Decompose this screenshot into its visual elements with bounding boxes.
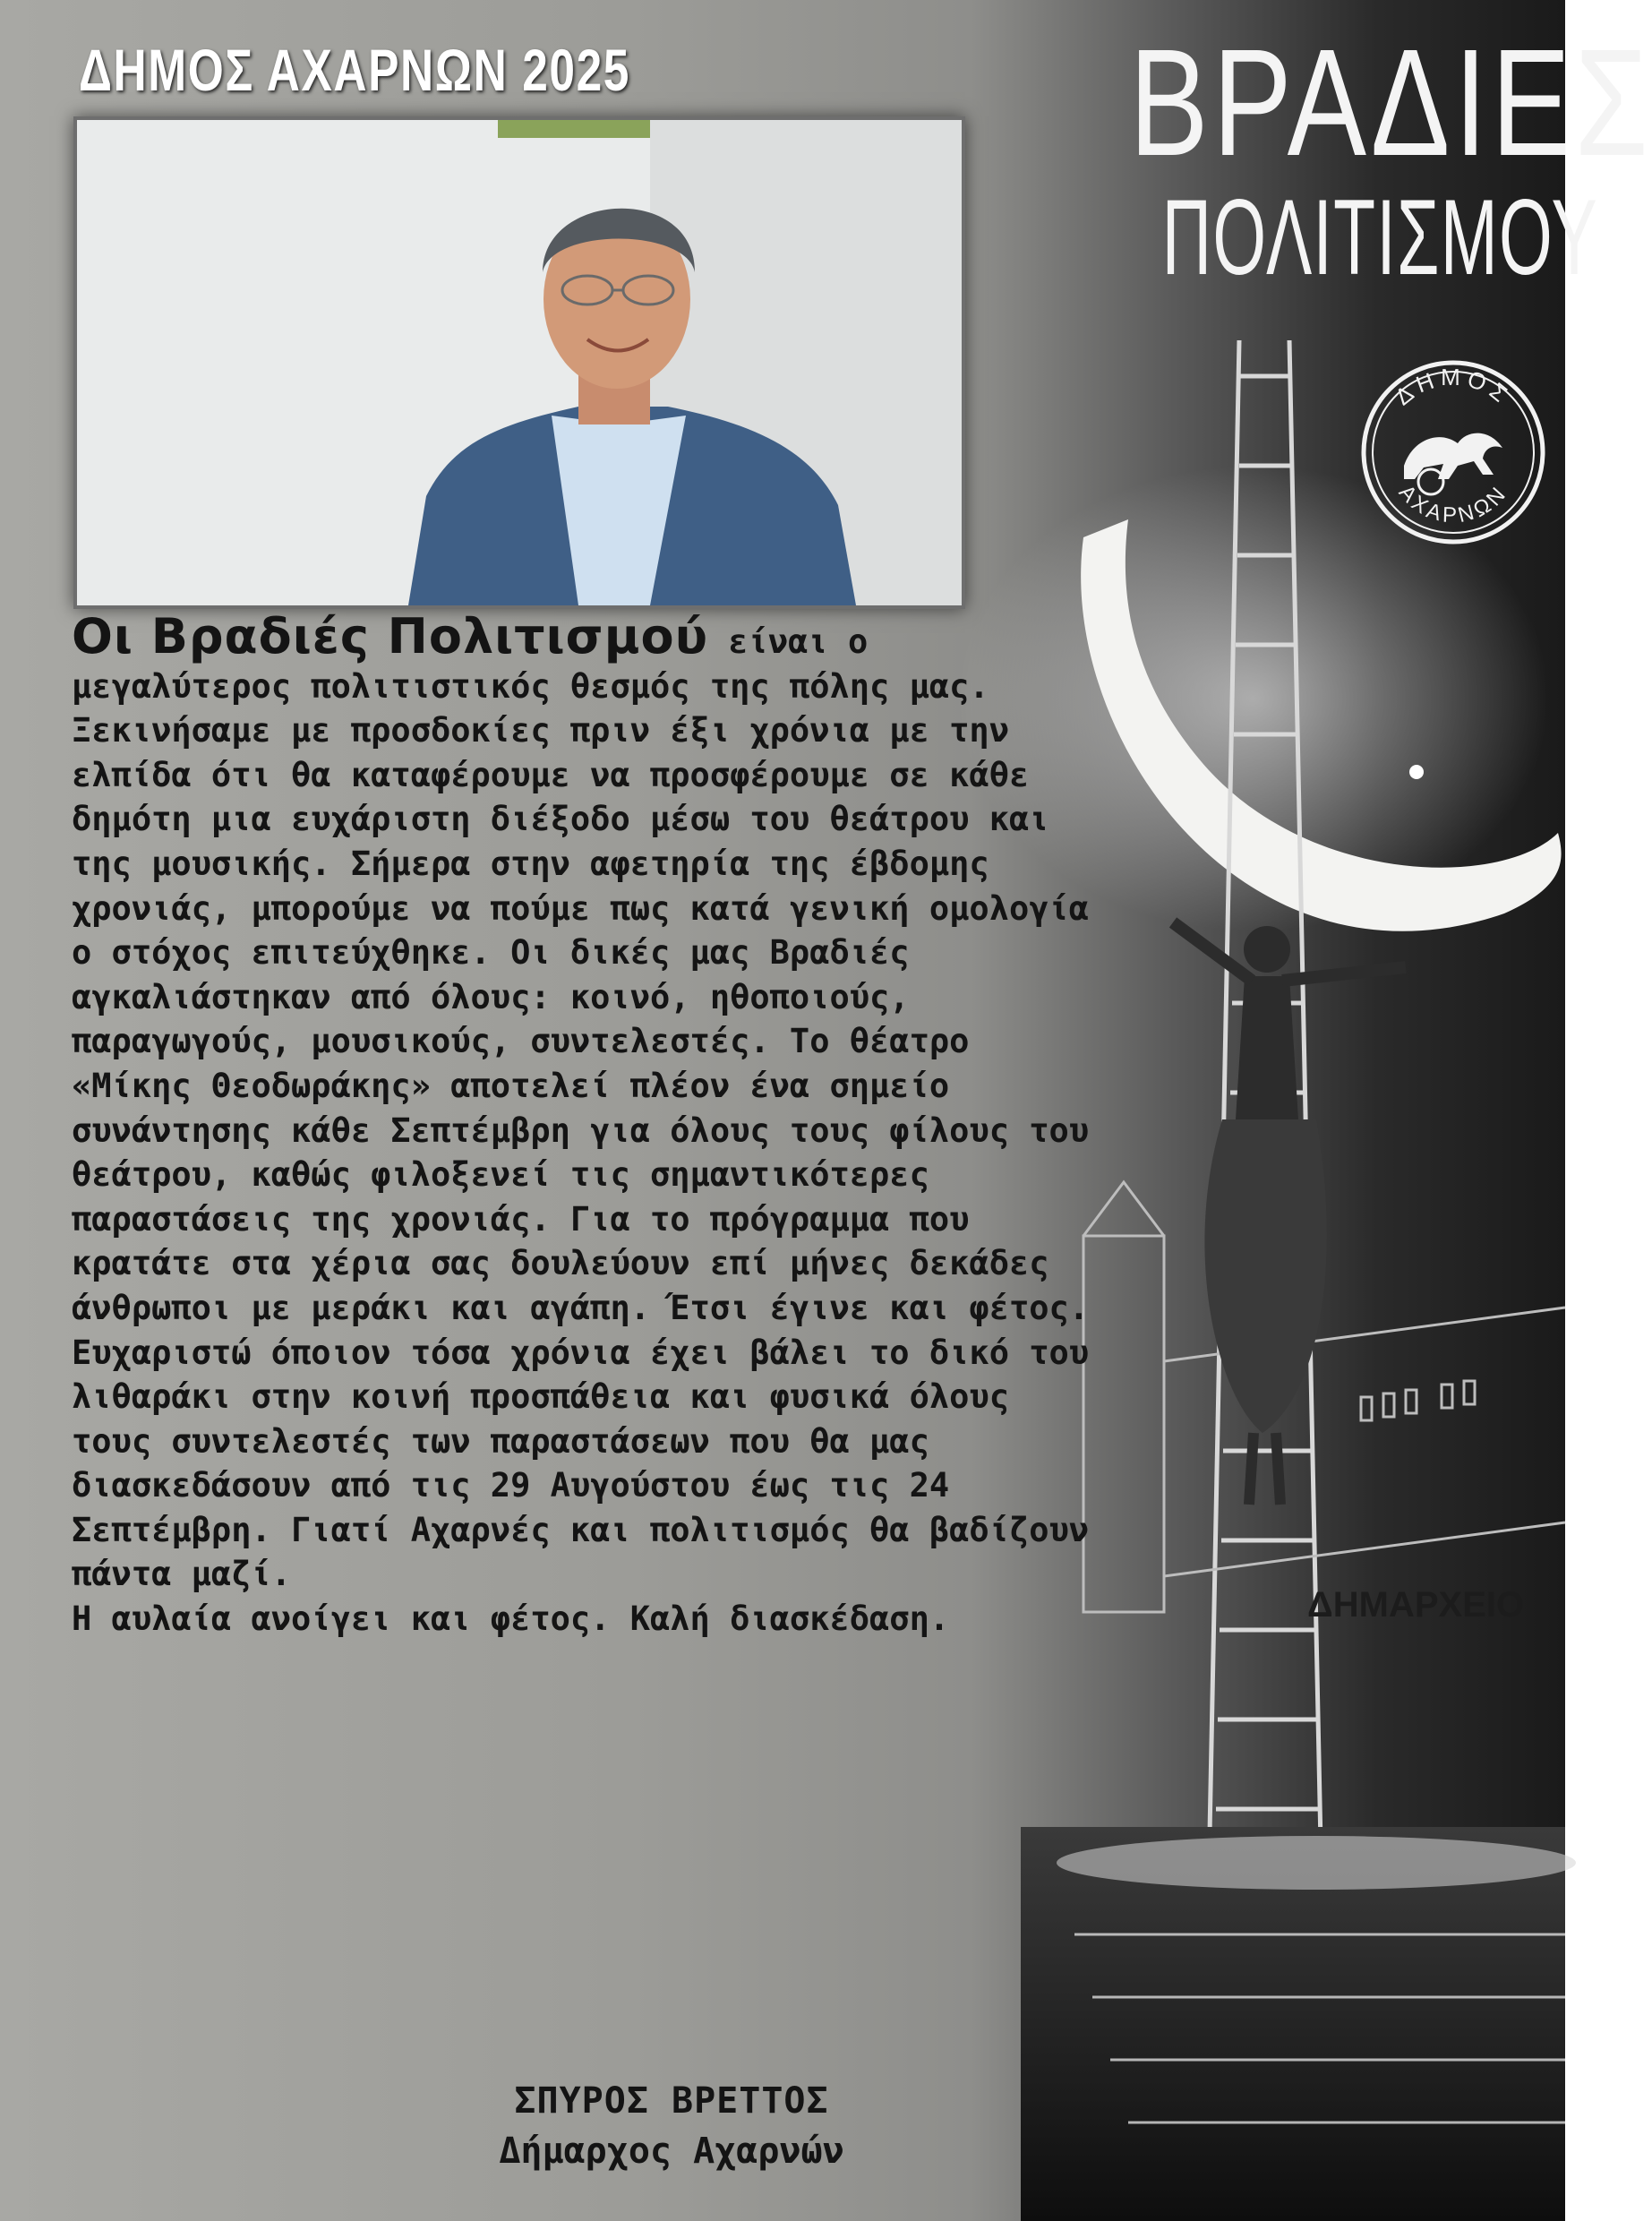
- seal-bottom-text: ΑΧΑΡΝΩΝ: [1393, 480, 1513, 528]
- chariot-horses-icon: [1404, 433, 1502, 494]
- signature-name: ΣΠΥΡΟΣ ΒΡΕΤΤΟΣ: [514, 2080, 829, 2122]
- message-closing: Η αυλαία ανοίγει και φέτος. Καλή διασκέδαση.: [72, 1599, 950, 1639]
- message-lead: Οι Βραδιές Πολιτισμού: [72, 608, 709, 665]
- signature-role: Δήμαρχος Αχαρνών: [499, 2131, 844, 2172]
- mayor-portrait-photo: [73, 116, 965, 609]
- header-title: ΔΗΜΟΣ ΑΧΑΡΝΩΝ 2025: [79, 37, 630, 103]
- sparkle-icon: [1409, 765, 1424, 779]
- moon-ladder-artwork: [1021, 0, 1652, 2221]
- stage-light: [1057, 1836, 1576, 1890]
- mayor-portrait-icon: [77, 120, 962, 605]
- seal-top-text: ΔΗΜΟΣ: [1390, 363, 1517, 411]
- message-body: είναι ο μεγαλύτερος πολιτιστικός θεσμός της πόλης μας. Ξεκινήσαμε με προσδοκίες πριν έξι χρόνια με την ελπίδα ότι θα καταφέρουμε να προσφέρουμε σε κάθε δημότη μια ευχάριστη διέξοδο μέσω του θεάτρου και της μουσικής. Σήμερα στην αφετηρία της έβδομης χρονιάς, μπορούμε να πούμε πως κατά γενική ομολογία ο στόχος επιτεύχθηκε. Οι δικές μας Βραδιές αγκαλιάστηκαν από όλους: κοινό, ηθοποιούς, παραγωγούς, μουσικούς, συντελεστές. Το θέατρο «Μίκης Θεοδωράκης» αποτελεί πλέον ένα σημείο συνάντησης κάθε Σεπτέμβρη για όλους τους φίλους του θεάτρου, καθώς φιλοξενεί τις σημαντικότερες παραστάσεις της χρονιάς. Για το πρόγραμμα που κρατάτε στα χέρια σας δουλεύουν επί μήνες δεκάδες άνθρωποι με μεράκι και αγάπη. Έτσι έγινε και φέτος. Ευχαριστώ όποιον τόσα χρόνια έχει βάλει το δικό του λιθαράκι στην κοινή προσπάθεια και φυσικά όλους τους συντελεστές των παραστάσεων που θα μας διασκεδάσουν από τις 29 Αυγούστου έως τις 24 Σεπτέμβρη. Γιατί Αχαρνές και πολιτισμός θα βαδίζουν πάντα μαζί.: [72, 622, 1090, 1594]
- brand-title-line2: ΠΟΛΙΤΙΣΜΟΥ: [1161, 177, 1599, 297]
- mayor-message: [72, 608, 1101, 1642]
- town-hall-sign: ΔΗΜΑΡΧΕΙΟ: [1307, 1585, 1525, 1625]
- svg-text:ΔΗΜΟΣ: [1390, 364, 1517, 410]
- brand-title-line1: ΒΡΑΔΙΕΣ: [1129, 18, 1652, 188]
- message-paragraph: [72, 608, 1101, 1597]
- municipality-seal-icon: [1359, 358, 1547, 546]
- event-brand-title: [1078, 18, 1652, 297]
- signature-block: [358, 2076, 985, 2176]
